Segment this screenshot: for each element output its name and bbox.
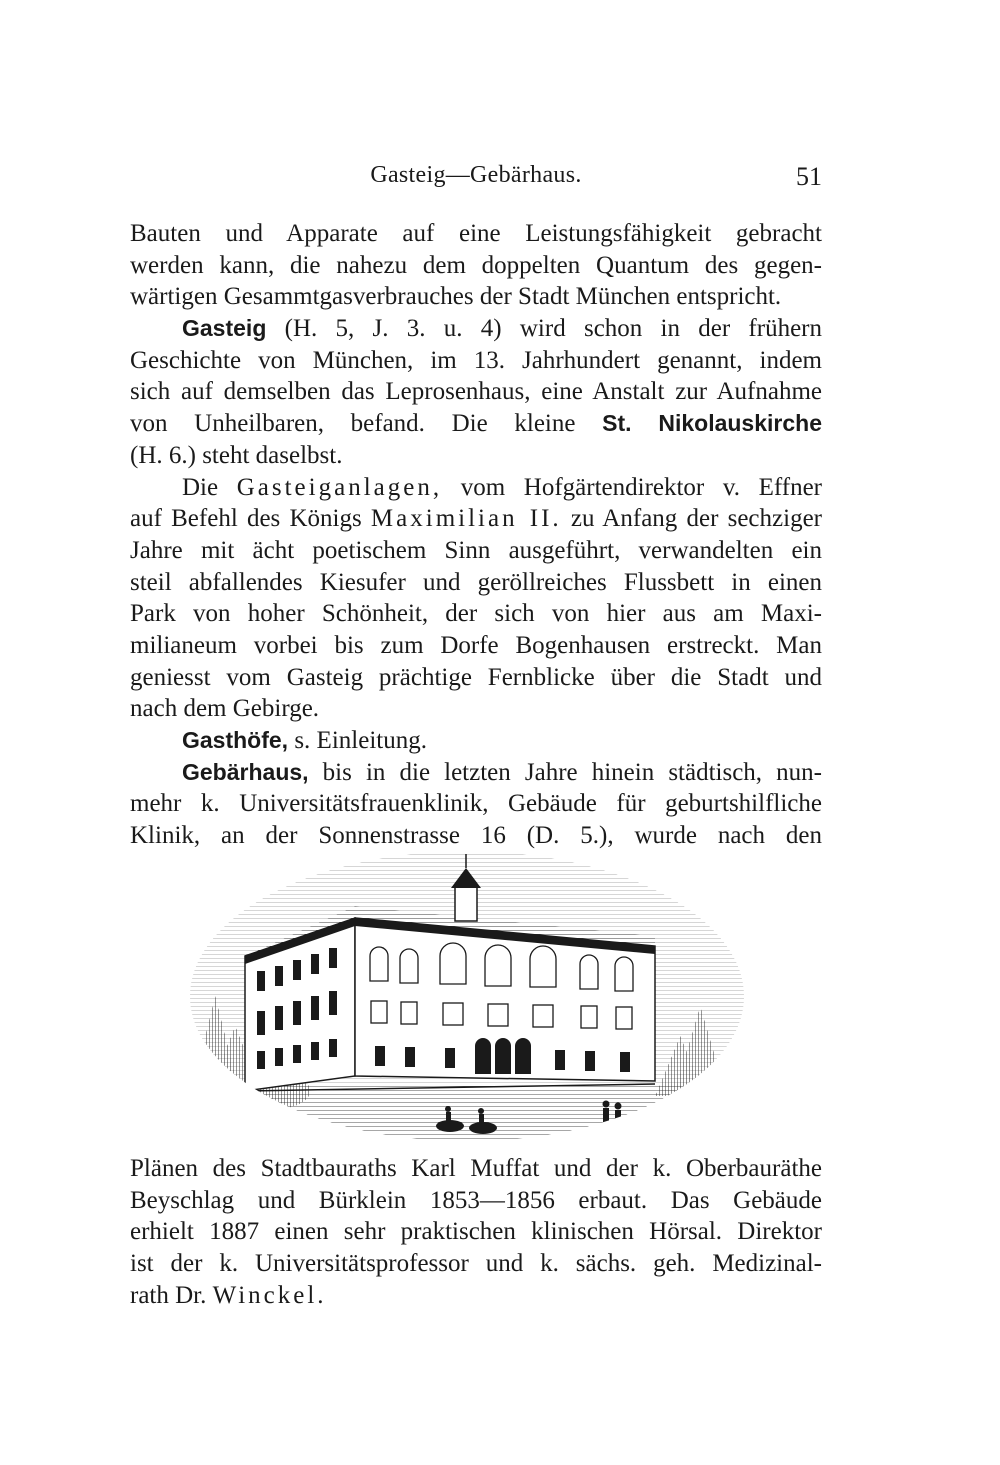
entry-gebaerhaus: [130, 757, 822, 789]
page-header: [130, 162, 822, 196]
text-run: von Unheilbaren, befand. Die kleine: [130, 410, 576, 438]
entry-term: Gasthöfe,: [182, 727, 289, 753]
text-line: milianeum vorbei bis zum Dorfe Bogenhausen erstreckt. Man: [130, 631, 822, 659]
entry-gasteig: [130, 313, 822, 345]
text-line: Bauten und Apparate auf eine Leistungsfähigkeit gebracht: [130, 220, 822, 247]
text-line: [130, 503, 822, 535]
entry-term: Gebärhaus,: [182, 758, 309, 785]
text-run: auf Befehl des Königs: [130, 505, 362, 533]
text-run: rath Dr.: [130, 1281, 207, 1309]
text-line-with-bold: [130, 408, 822, 440]
text-line: Plänen des Stadtbauraths Karl Muffat und der k. Oberbauräthe: [130, 1155, 822, 1182]
text-line: wärtigen Gesammtgasverbrauches der Stadt München entspricht.: [130, 283, 782, 311]
text-run: Die: [182, 473, 219, 501]
entry-anlagen: [130, 472, 822, 504]
text-line: ist der k. Universitätsprofessor und k. sächs. geh. Medizinal-: [130, 1250, 822, 1278]
bold-term: St. Nikolauskirche: [602, 410, 822, 437]
text-line: Park von hoher Schönheit, der sich von hier aus am Maxi-: [130, 600, 822, 628]
entry-term: Gasteig: [182, 315, 267, 342]
text-block-bottom: [130, 1153, 822, 1311]
text-run: s. Einleitung.: [294, 727, 427, 754]
text-line: mehr k. Universitätsfrauenklinik, Gebäude für geburtshilfliche: [130, 790, 822, 818]
entry-gasthoefe: [130, 725, 822, 757]
text-line: steil abfallendes Kiesufer und geröllreiches Flussbett in einen: [130, 568, 822, 596]
spaced-term: Maximilian II.: [370, 505, 562, 533]
running-title: Gasteig—Gebärhaus.: [370, 162, 582, 188]
building-engraving-illustration: [185, 846, 750, 1151]
text-run: bis in die letzten Jahre hinein städtisch, nun-: [322, 758, 822, 786]
page-number: 51: [796, 162, 822, 191]
spaced-name: Winckel.: [212, 1281, 327, 1309]
engraving-svg: [185, 846, 750, 1151]
text-line: nach dem Gebirge.: [130, 695, 320, 723]
text-line: Klinik, an der Sonnenstrasse 16 (D. 5.), wurde nach den: [130, 822, 822, 850]
text-run: vom Hofgärtendirektor v. Effner: [460, 473, 822, 501]
spaced-term: Gasteiganlagen,: [236, 473, 443, 501]
text-run: (H. 5, J. 3. u. 4) wird schon in der frühern: [284, 315, 822, 343]
text-line: sich auf demselben das Leprosenhaus, eine Anstalt zur Aufnahme: [130, 378, 822, 406]
text-line: Beyschlag und Bürklein 1853—1856 erbaut. Das Gebäude: [130, 1186, 822, 1214]
text-line: (H. 6.) steht daselbst.: [130, 441, 343, 469]
text-line: Geschichte von München, im 13. Jahrhundert genannt, indem: [130, 346, 822, 374]
text-line: geniesst vom Gasteig prächtige Fernblicke über die Stadt und: [130, 663, 822, 691]
text-line: erhielt 1887 einen sehr praktischen klinischen Hörsal. Direktor: [130, 1218, 822, 1246]
text-run: zu Anfang der sechziger: [570, 505, 822, 533]
text-line: [130, 1280, 822, 1312]
text-block-top: [130, 218, 822, 852]
text-line: Jahre mit ächt poetischem Sinn ausgeführt, verwandelten ein: [130, 536, 822, 564]
text-line: werden kann, die nahezu dem doppelten Quantum des gegen-: [130, 251, 822, 279]
